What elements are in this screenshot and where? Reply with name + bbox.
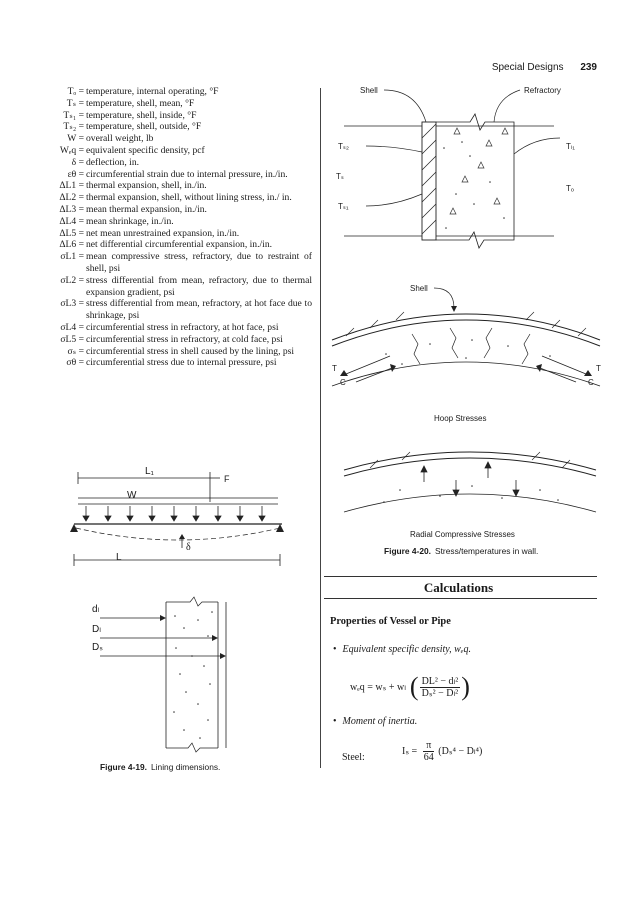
column-divider	[320, 88, 321, 768]
symbol-definition: equivalent specific density, pcf	[86, 144, 205, 156]
symbol-term: ΔL2 =	[59, 192, 84, 204]
symbol-definition: net mean unrestrained expansion, in./in.	[86, 227, 240, 239]
bullet-moment-of-inertia	[333, 716, 417, 727]
symbol-term: σL3 =	[60, 298, 84, 310]
symbol-term: σL4 =	[60, 321, 84, 333]
symbol-row	[20, 251, 312, 275]
symbol-term: Tₒ =	[67, 86, 84, 97]
beam-diagram	[60, 468, 300, 568]
lining-diagram	[80, 596, 250, 756]
page-header	[492, 62, 597, 73]
left-paren: (	[409, 672, 419, 701]
beam-f-label: F	[224, 474, 230, 484]
symbol-term: σL5 =	[60, 333, 84, 345]
beam-l-label: L	[116, 552, 122, 563]
symbol-definition: stress differential from mean, refractory, due to thermal expansion gradient, psi	[86, 274, 312, 298]
calc-rule-top	[324, 576, 597, 577]
symbol-definition: circumferential stress in shell caused by the lining, psi	[86, 345, 295, 357]
symbol-term: ΔL1 =	[59, 180, 84, 192]
steel-label: Steel:	[342, 752, 365, 763]
equation-inertia-fraction	[423, 740, 434, 763]
symbol-list	[20, 86, 312, 369]
symbol-term: δ =	[71, 156, 84, 168]
radial-stress-caption: Radial Compressive Stresses	[410, 530, 515, 539]
page-number: 239	[580, 62, 597, 73]
symbol-definition: thermal expansion, shell, in./in.	[86, 180, 207, 192]
symbol-row	[20, 216, 312, 228]
symbol-row	[20, 204, 312, 216]
wall-tl1-label: Tₗ₁	[566, 142, 575, 151]
symbol-row	[20, 228, 312, 240]
symbol-row	[20, 98, 312, 110]
symbol-definition: circumferential stress in refractory, at cold face, psi	[86, 333, 283, 345]
equation-weq-fraction	[420, 676, 461, 699]
bullet-moment-of-inertia-text: Moment of inertia.	[342, 716, 418, 727]
beam-w-label: W	[127, 490, 137, 501]
equation-weq	[350, 674, 470, 700]
equation-inertia-rhs: (Dₛ⁴ − Dₗ⁴)	[438, 746, 483, 757]
symbol-row	[20, 145, 312, 157]
symbol-definition: mean compressive stress, refractory, due to restraint of shell, psi	[86, 251, 312, 274]
symbol-term: σL2 =	[60, 274, 84, 286]
wall-shell-label: Shell	[360, 86, 378, 95]
bullet-equivalent-density-text: Equivalent specific density, wₑq.	[342, 644, 471, 655]
symbol-row	[20, 133, 312, 145]
equation-inertia-denominator: 64	[423, 752, 434, 763]
symbol-term: Tₛ =	[66, 97, 84, 109]
symbol-term: ΔL4 =	[59, 215, 84, 227]
equation-inertia-lhs: Iₛ =	[402, 746, 418, 757]
figure-4-19-title: Lining dimensions.	[151, 762, 221, 772]
equation-inertia	[402, 740, 482, 763]
equation-weq-numerator: DL² − dₗ²	[421, 675, 459, 687]
symbol-definition: temperature, shell, mean, °F	[86, 97, 195, 109]
calc-rule-bottom	[324, 598, 597, 599]
hoop-shell-label: Shell	[410, 284, 428, 293]
symbol-term: εθ =	[67, 168, 84, 180]
symbol-row	[20, 322, 312, 334]
figure-4-20-caption	[384, 546, 538, 556]
hoop-c-left-label: C	[340, 378, 346, 387]
right-paren: )	[461, 672, 470, 701]
bullet-equivalent-density	[333, 644, 471, 655]
figure-4-19-caption	[100, 762, 220, 772]
properties-subheading: Properties of Vessel or Pipe	[330, 616, 451, 627]
symbol-term: ΔL3 =	[59, 203, 84, 215]
symbol-term: Wₑq =	[59, 144, 84, 156]
figure-4-20-title: Stress/temperatures in wall.	[435, 546, 539, 556]
symbol-definition: mean shrinkage, in./in.	[86, 215, 174, 227]
wall-refractory-label: Refractory	[524, 86, 561, 95]
calculations-heading: Calculations	[423, 580, 494, 595]
symbol-definition: circumferential strain due to internal pressure, in./in.	[86, 168, 288, 180]
wall-diagram	[344, 86, 584, 256]
equation-weq-lhs: wₑq = wₛ + wₗ	[350, 681, 406, 693]
symbol-row	[20, 239, 312, 251]
lining-ds-label: Dₛ	[92, 642, 103, 653]
symbol-row	[20, 157, 312, 169]
symbol-row	[20, 121, 312, 133]
radial-stress-diagram	[340, 440, 600, 520]
symbol-definition: net differential circumferential expansion, in./in.	[86, 239, 273, 251]
figure-4-19-number: Figure 4-19.	[100, 762, 148, 772]
hoop-stress-caption: Hoop Stresses	[434, 414, 487, 423]
symbol-term: ΔL6 =	[59, 239, 84, 251]
equation-inertia-numerator: π	[423, 740, 434, 752]
symbol-term: Tₛ₂ =	[63, 121, 84, 133]
symbol-row	[20, 357, 312, 369]
hoop-stress-diagram	[326, 284, 606, 424]
bullet-dot: •	[333, 716, 337, 727]
symbol-definition: thermal expansion, shell, without lining stress, in./ in.	[86, 192, 292, 204]
lining-dl-small-label: dₗ	[92, 604, 100, 615]
wall-to-label: Tₒ	[566, 184, 574, 193]
lining-dl-big-label: Dₗ	[92, 624, 101, 635]
symbol-row	[20, 275, 312, 299]
symbol-definition: temperature, shell, inside, °F	[86, 109, 197, 121]
symbol-definition: temperature, internal operating, °F	[86, 86, 219, 97]
symbol-term: σL1 =	[60, 251, 84, 263]
wall-ts-label: Tₛ	[336, 172, 344, 181]
symbol-row	[20, 110, 312, 122]
symbol-row	[20, 169, 312, 181]
symbol-term: σₛ =	[67, 345, 84, 357]
symbol-term: ΔL5 =	[59, 227, 84, 239]
equation-weq-denominator: Dₛ² − Dₗ²	[421, 687, 459, 699]
symbol-term: Tₛ₁ =	[63, 109, 84, 121]
symbol-definition: circumferential stress due to internal pressure, psi	[86, 357, 277, 369]
symbol-term: W =	[67, 133, 84, 145]
symbol-row	[20, 298, 312, 322]
beam-delta-label: δ	[186, 542, 191, 553]
symbol-definition: deflection, in.	[86, 156, 140, 168]
symbol-definition: overall weight, lb	[86, 133, 154, 145]
symbol-term: σθ =	[66, 357, 84, 369]
symbol-definition: temperature, shell, outside, °F	[86, 121, 202, 133]
symbol-row	[20, 346, 312, 358]
figure-4-20-number: Figure 4-20.	[384, 546, 432, 556]
beam-l1-label: L₁	[145, 466, 154, 477]
symbol-definition: stress differential from mean, refractory, at hot face due to shrinkage, psi	[86, 298, 312, 322]
wall-ts2-label: Tₛ₂	[338, 142, 349, 151]
wall-ts1-label: Tₛ₁	[338, 202, 349, 211]
bullet-dot: •	[333, 644, 337, 655]
symbol-row	[20, 180, 312, 192]
hoop-t-right-label: T	[596, 364, 601, 373]
hoop-t-left-label: T	[332, 364, 337, 373]
symbol-row	[20, 86, 312, 98]
symbol-definition: circumferential stress in refractory, at hot face, psi	[86, 321, 279, 333]
symbol-row	[20, 334, 312, 346]
running-head: Special Designs	[491, 62, 564, 73]
hoop-c-right-label: C	[588, 378, 594, 387]
symbol-row	[20, 192, 312, 204]
symbol-definition: mean thermal expansion, in./in.	[86, 203, 207, 215]
